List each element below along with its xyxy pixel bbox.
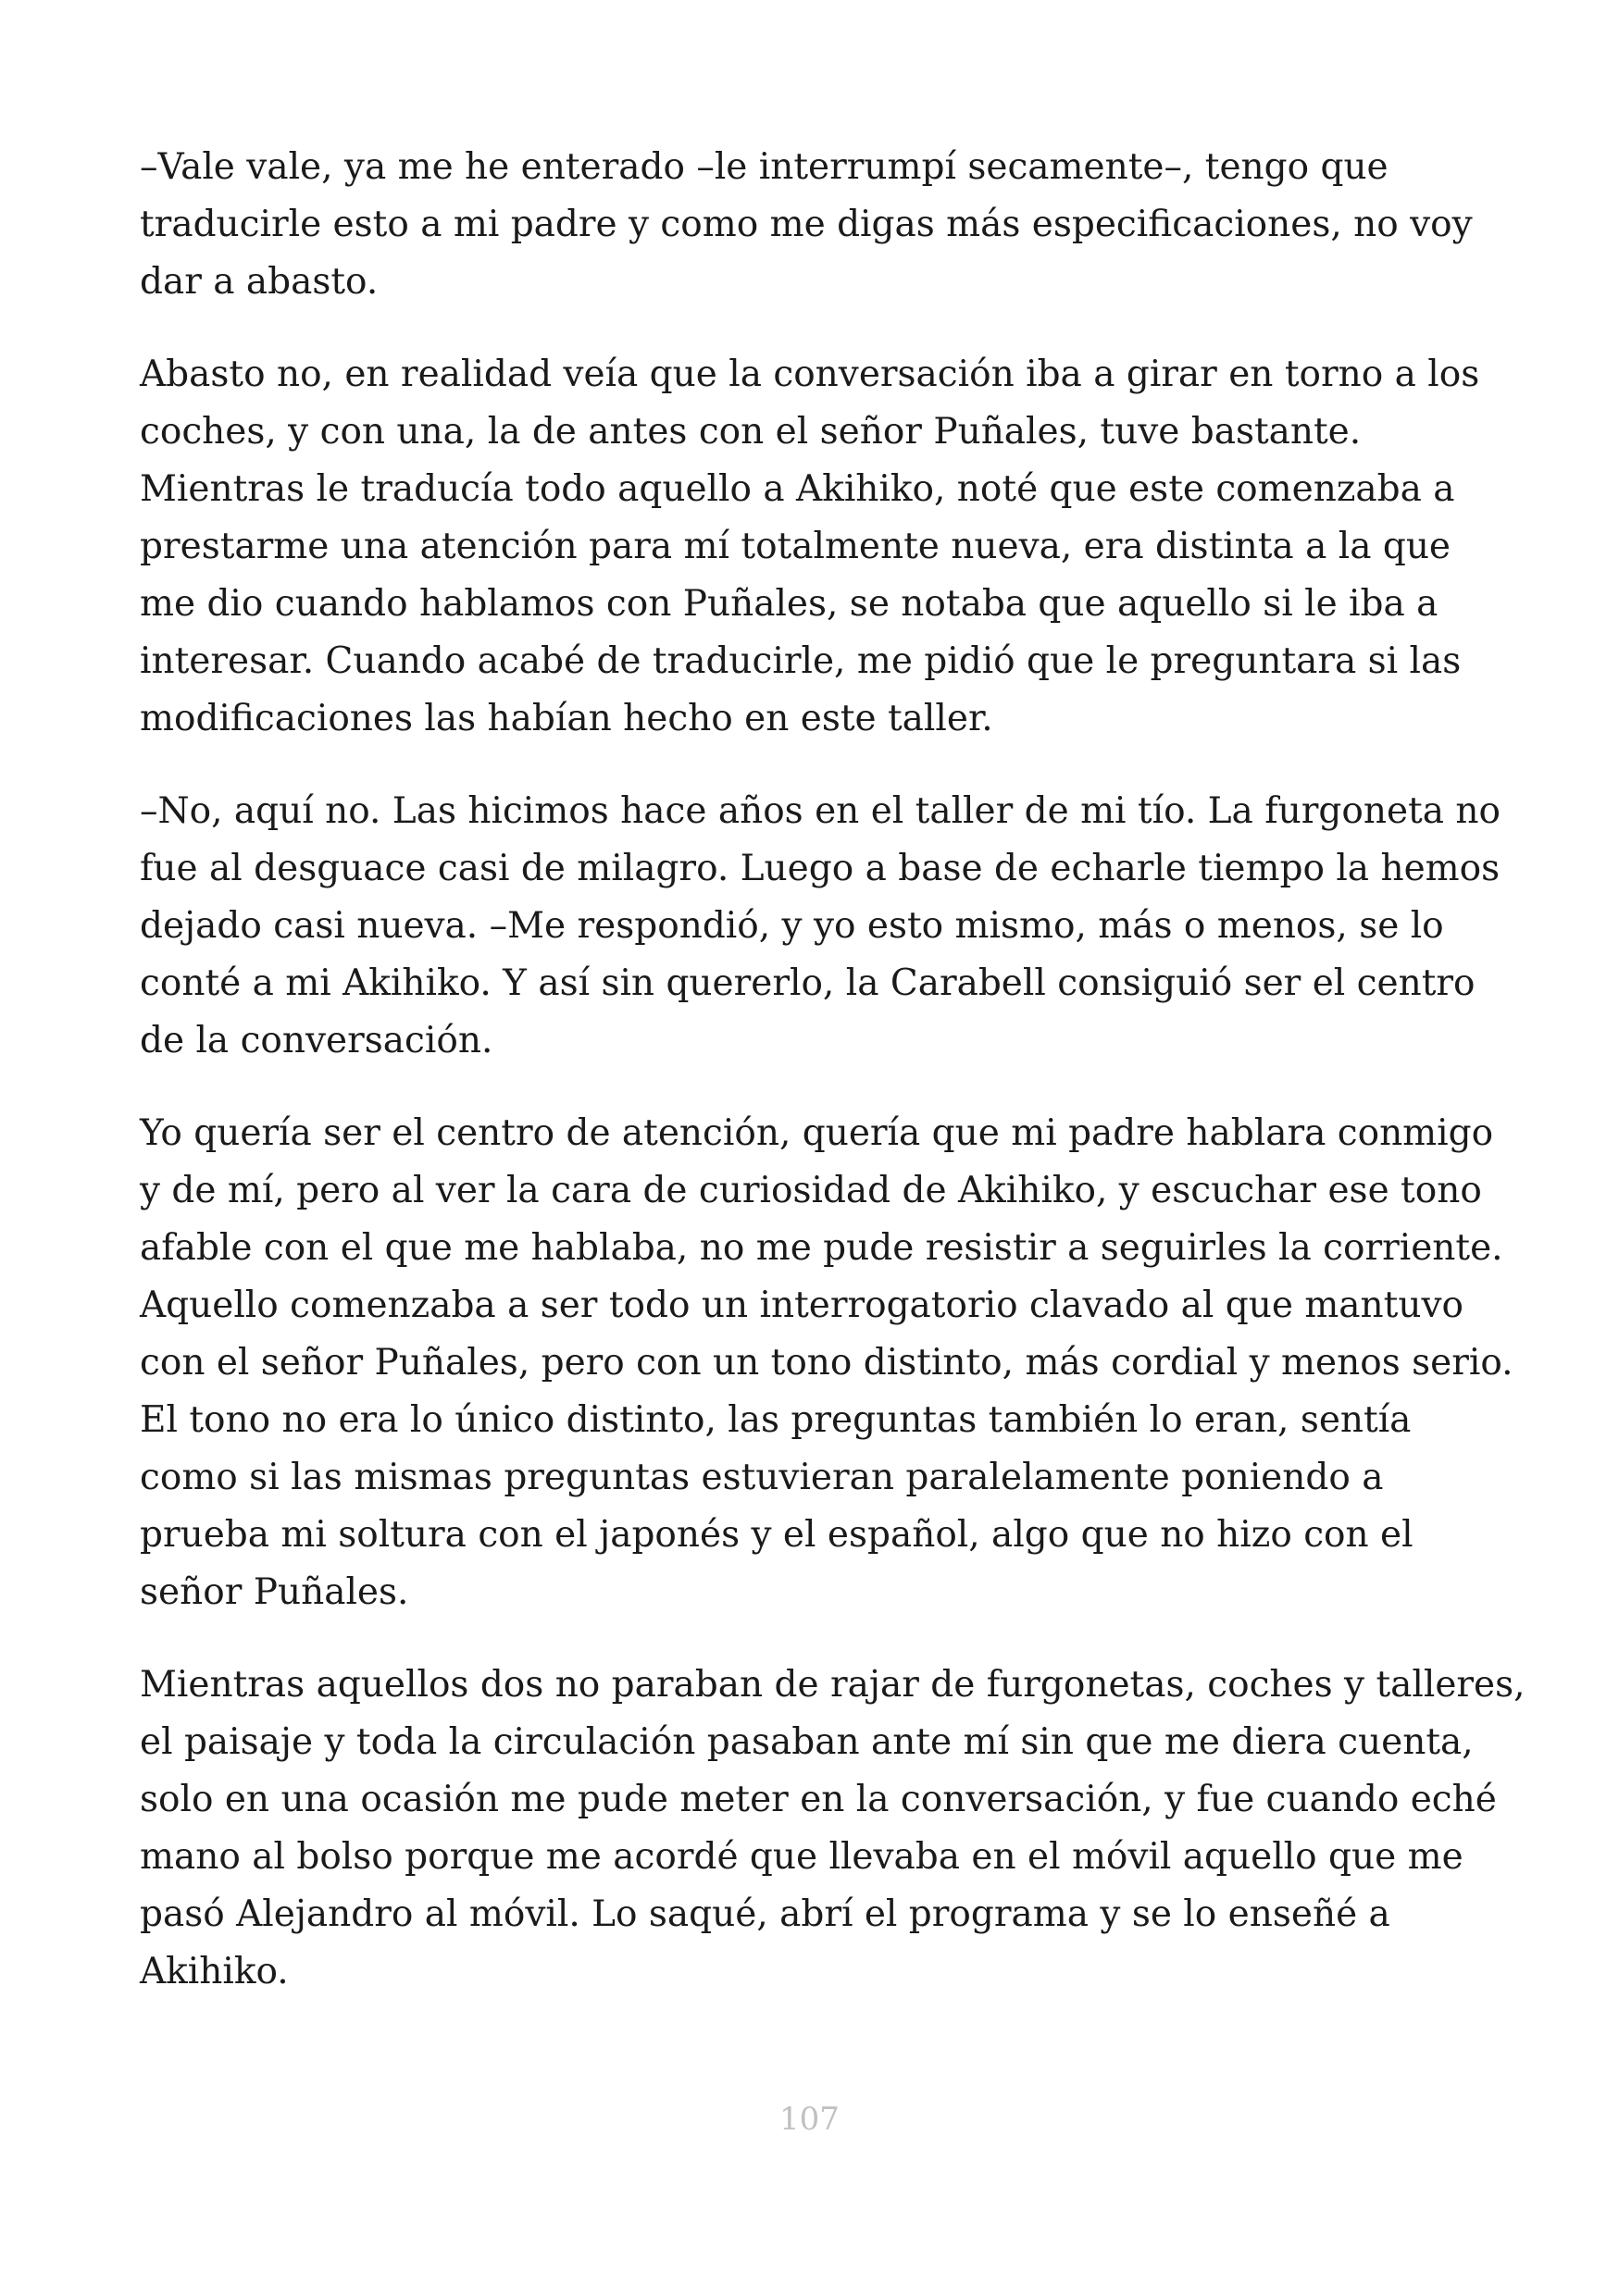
text-line: modificaciones las habían hecho en este taller. (140, 698, 993, 739)
text-line: fue al desguace casi de milagro. Luego a base de echarle tiempo la hemos (140, 848, 1501, 889)
text-line: de la conversación. (140, 1020, 493, 1061)
text-line: prestarme una atención para mí totalmente nueva, era distinta a la que (140, 526, 1451, 567)
text-line: Abasto no, en realidad veía que la conversación iba a girar en torno a los (140, 354, 1480, 395)
text-line: –No, aquí no. Las hicimos hace años en el taller de mi tío. La furgoneta no (140, 790, 1501, 832)
text-line: el paisaje y toda la circulación pasaban ante mí sin que me diera cuenta, (140, 1721, 1474, 1763)
text-line: y de mí, pero al ver la cara de curiosidad de Akihiko, y escuchar ese tono (140, 1170, 1482, 1211)
text-line: Mientras aquellos dos no paraban de rajar de furgonetas, coches y talleres, (140, 1664, 1526, 1706)
text-line: Akihiko. (140, 1951, 289, 1992)
text-line: Mientras le traducía todo aquello a Akihiko, noté que este comenzaba a (140, 468, 1455, 510)
text-line: con el señor Puñales, pero con un tono distinto, más cordial y menos serio. (140, 1342, 1513, 1384)
paragraph (140, 1105, 1513, 1621)
text-line: pasó Alejandro al móvil. Lo saqué, abrí el programa y se lo enseñé a (140, 1893, 1390, 1935)
body-text (140, 139, 1526, 2036)
paragraph (140, 783, 1510, 1070)
text-line: interesar. Cuando acabé de traducirle, me pidió que le preguntara si las (140, 640, 1462, 682)
text-line: Aquello comenzaba a ser todo un interrogatorio clavado al que mantuvo (140, 1285, 1463, 1326)
text-line: mano al bolso porque me acordé que llevaba en el móvil aquello que me (140, 1836, 1463, 1878)
paragraph (140, 346, 1510, 748)
text-line: como si las mismas preguntas estuvieran paralelamente poniendo a (140, 1457, 1384, 1498)
text-line: –Vale vale, ya me he enterado –le interrumpí secamente–, tengo que (140, 146, 1389, 188)
text-line: traducirle esto a mi padre y como me digas más especificaciones, no voy (140, 204, 1473, 245)
text-line: dar a abasto. (140, 261, 379, 303)
text-line: prueba mi soltura con el japonés y el español, algo que no hizo con el (140, 1514, 1414, 1556)
text-line: El tono no era lo único distinto, las preguntas también lo eran, sentía (140, 1399, 1412, 1441)
text-line: señor Puñales. (140, 1571, 409, 1613)
text-line: conté a mi Akihiko. Y así sin quererlo, la Carabell consiguió ser el centro (140, 962, 1476, 1004)
paragraph (140, 1657, 1526, 2001)
text-line: solo en una ocasión me pude meter en la conversación, y fue cuando eché (140, 1779, 1497, 1820)
text-line: Yo quería ser el centro de atención, quería que mi padre hablara conmigo (140, 1112, 1494, 1154)
page-number: 107 (779, 2101, 840, 2138)
text-line: afable con el que me hablaba, no me pude resistir a seguirles la corriente. (140, 1227, 1503, 1269)
text-line: dejado casi nueva. –Me respondió, y yo esto mismo, más o menos, se lo (140, 905, 1444, 947)
paragraph (140, 139, 1510, 311)
text-line: me dio cuando hablamos con Puñales, se notaba que aquello si le iba a (140, 583, 1438, 625)
text-line: coches, y con una, la de antes con el señor Puñales, tuve bastante. (140, 411, 1362, 453)
